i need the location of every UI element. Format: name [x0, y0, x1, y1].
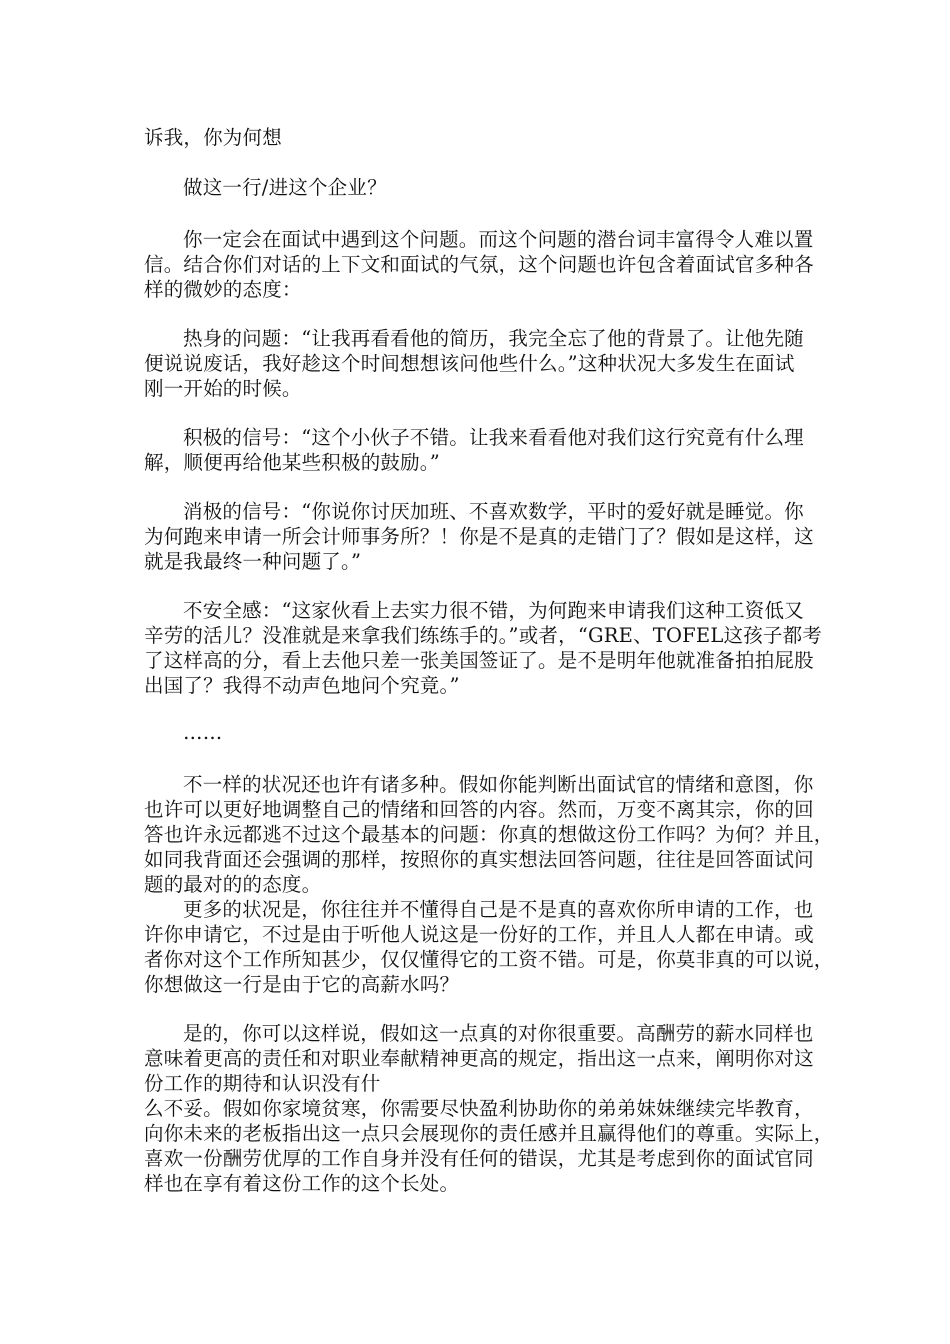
paragraph-line: 刚一开始的时候。 [144, 377, 302, 400]
paragraph-line: 不安全感：“这家伙看上去实力很不错，为何跑来申请我们这种工资低又 [183, 599, 804, 622]
paragraph-line: 份工作的期待和认识没有什 [144, 1072, 381, 1095]
paragraph-line: 样也在享有着这份工作的这个长处。 [144, 1172, 460, 1195]
paragraph-line: 许你申请它，不过是由于听他人说这是一份好的工作，并且人人都在申请。或 [144, 923, 814, 946]
paragraph-line: 喜欢一份酬劳优厚的工作自身并没有任何的错误，尤其是考虑到你的面试官同 [144, 1147, 814, 1170]
ellipsis-line: …… [183, 721, 223, 744]
paragraph-line: 消极的信号：“你说你讨厌加班、不喜欢数学，平时的爱好就是睡觉。你 [183, 500, 804, 523]
paragraph-line: 是的，你可以这样说，假如这一点真的对你很重要。高酬劳的薪水同样也 [183, 1022, 814, 1045]
paragraph-line: 出国了？我得不动声色地问个究竟。” [144, 674, 460, 697]
text-line: 做这一行/进这个企业？ [183, 176, 387, 199]
paragraph-line: 积极的信号：“这个小伙子不错。让我来看看他对我们这行究竟有什么理 [183, 426, 804, 449]
paragraph-line: 意味着更高的责任和对职业奉献精神更高的规定，指出这一点来，阐明你对这 [144, 1047, 814, 1070]
paragraph-line: 你想做这一行是由于它的高薪水吗？ [144, 973, 460, 996]
paragraph-line: 题的最对的的态度。 [144, 873, 322, 896]
paragraph-line: 答也许永远都逃不过这个最基本的问题：你真的想做这份工作吗？为何？并且， [144, 823, 834, 846]
paragraph-line: 你一定会在面试中遇到这个问题。而这个问题的潜台词丰富得令人难以置 [183, 228, 814, 251]
paragraph-line: 了这样高的分，看上去他只差一张美国签证了。是不是明年他就准备拍拍屁股 [144, 649, 814, 672]
paragraph-line: 辛劳的活儿？没准就是来拿我们练练手的。”或者，“GRE、TOFEL这孩子都考 [144, 624, 822, 647]
paragraph-line: 如同我背面还会强调的那样，按照你的真实想法回答问题，往往是回答面试问 [144, 848, 814, 871]
paragraph-line: 为何跑来申请一所会计师事务所？！你是不是真的走错门了？假如是这样，这 [144, 525, 814, 548]
paragraph-line: 也许可以更好地调整自己的情绪和回答的内容。然而，万变不离其宗，你的回 [144, 798, 814, 821]
paragraph-line: 么不妥。假如你家境贫寒，你需要尽快盈利协助你的弟弟妹妹继续完毕教育， [144, 1097, 814, 1120]
paragraph-line: 热身的问题：“让我再看看他的简历，我完全忘了他的背景了。让他先随 [183, 327, 804, 350]
paragraph-line: 不一样的状况还也许有诸多种。假如你能判断出面试官的情绪和意图，你 [183, 773, 814, 796]
paragraph-line: 者你对这个工作所知甚少，仅仅懂得它的工资不错。可是，你莫非真的可以说， [144, 948, 834, 971]
paragraph-line: 向你未来的老板指出这一点只会展现你的责任感并且赢得他们的尊重。实际上， [144, 1122, 834, 1145]
paragraph-line: 便说说废话，我好趁这个时间想想该问他些什么。”这种状况大多发生在面试 [144, 352, 795, 375]
paragraph-line: 样的微妙的态度： [144, 278, 302, 301]
paragraph-line: 信。结合你们对话的上下文和面试的气氛，这个问题也许包含着面试官多种各 [144, 253, 814, 276]
paragraph-line: 更多的状况是，你往往并不懂得自己是不是真的喜欢你所申请的工作，也 [183, 898, 814, 921]
paragraph-line: 解，顺便再给他某些积极的鼓励。” [144, 451, 440, 474]
text-line: 诉我，你为何想 [144, 126, 282, 149]
paragraph-line: 就是我最终一种问题了。” [144, 550, 362, 573]
